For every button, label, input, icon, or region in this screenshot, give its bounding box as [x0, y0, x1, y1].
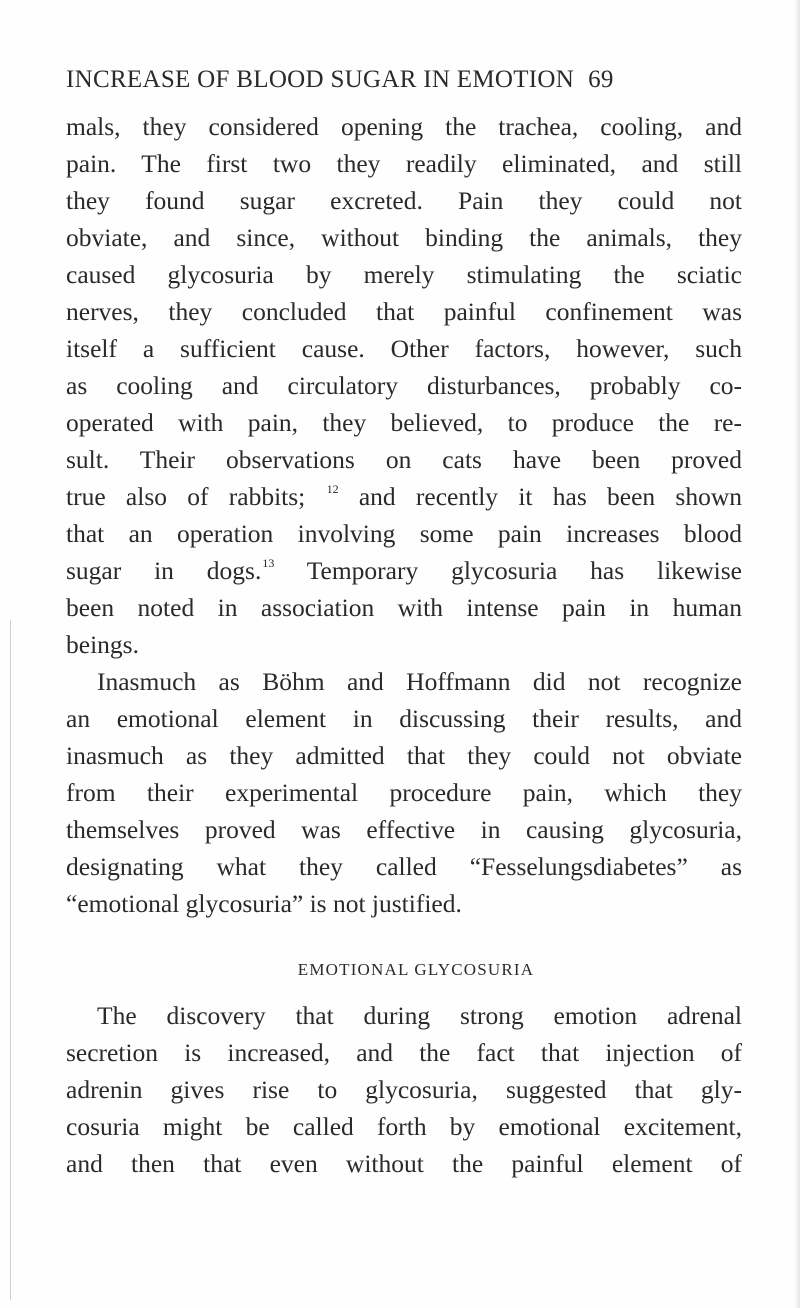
text-line: The discovery that during strong emotion adrenal	[97, 1001, 742, 1030]
text-line: itself a sufficient cause. Other factors, however, such	[66, 334, 742, 363]
text-line	[66, 555, 742, 591]
text-line: secretion is increased, and the fact that injection of	[66, 1038, 742, 1067]
text-line: as cooling and circulatory disturbances, probably co-	[66, 371, 742, 400]
text-line: themselves proved was effective in causing glycosuria,	[66, 815, 742, 844]
text-fragment: sugar in dogs.	[66, 556, 262, 585]
text-line: pain. The first two they readily eliminated, and still	[66, 149, 742, 178]
text-fragment: true also of rabbits;	[66, 482, 306, 511]
text-line: operated with pain, they believed, to produce the re-	[66, 408, 742, 437]
text-line: beings.	[66, 630, 139, 659]
section-heading: EMOTIONAL GLYCOSURIA	[297, 960, 535, 979]
running-header	[66, 66, 766, 94]
text-line: “emotional glycosuria” is not justified.	[66, 889, 462, 918]
text-line: mals, they considered opening the trachea, cooling, and	[66, 112, 742, 141]
text-line: obviate, and since, without binding the animals, they	[66, 223, 742, 252]
text-line	[66, 481, 742, 517]
text-line: they found sugar excreted. Pain they could not	[66, 186, 742, 215]
text-line: designating what they called “Fesselungsdiabetes” as	[66, 852, 742, 881]
running-title: INCREASE OF BLOOD SUGAR IN EMOTION	[66, 66, 575, 93]
text-line: from their experimental procedure pain, which they	[66, 778, 742, 807]
binding-line	[10, 620, 11, 1300]
footnote-ref-12: 12	[326, 482, 339, 496]
text-line: sult. Their observations on cats have been proved	[66, 445, 742, 474]
text-line: and then that even without the painful element of	[66, 1149, 742, 1178]
page-number: 69	[588, 66, 614, 93]
text-line: caused glycosuria by merely stimulating the sciatic	[66, 260, 742, 289]
text-line: Inasmuch as Böhm and Hoffmann did not recognize	[97, 667, 742, 696]
text-line: an emotional element in discussing their results, and	[66, 704, 742, 733]
text-line: adrenin gives rise to glycosuria, suggested that gly-	[66, 1075, 742, 1104]
text-fragment: Temporary glycosuria has likewise	[306, 556, 742, 585]
text-line: that an operation involving some pain increases blood	[66, 519, 742, 548]
text-line: inasmuch as they admitted that they could not obviate	[66, 741, 742, 770]
footnote-ref-13: 13	[262, 556, 275, 570]
text-line: cosuria might be called forth by emotional excitement,	[66, 1112, 742, 1141]
text-line: nerves, they concluded that painful confinement was	[66, 297, 742, 326]
page-edge-shadow	[794, 0, 800, 1308]
text-fragment: and recently it has been shown	[358, 482, 743, 511]
text-line: been noted in association with intense pain in human	[66, 593, 742, 622]
